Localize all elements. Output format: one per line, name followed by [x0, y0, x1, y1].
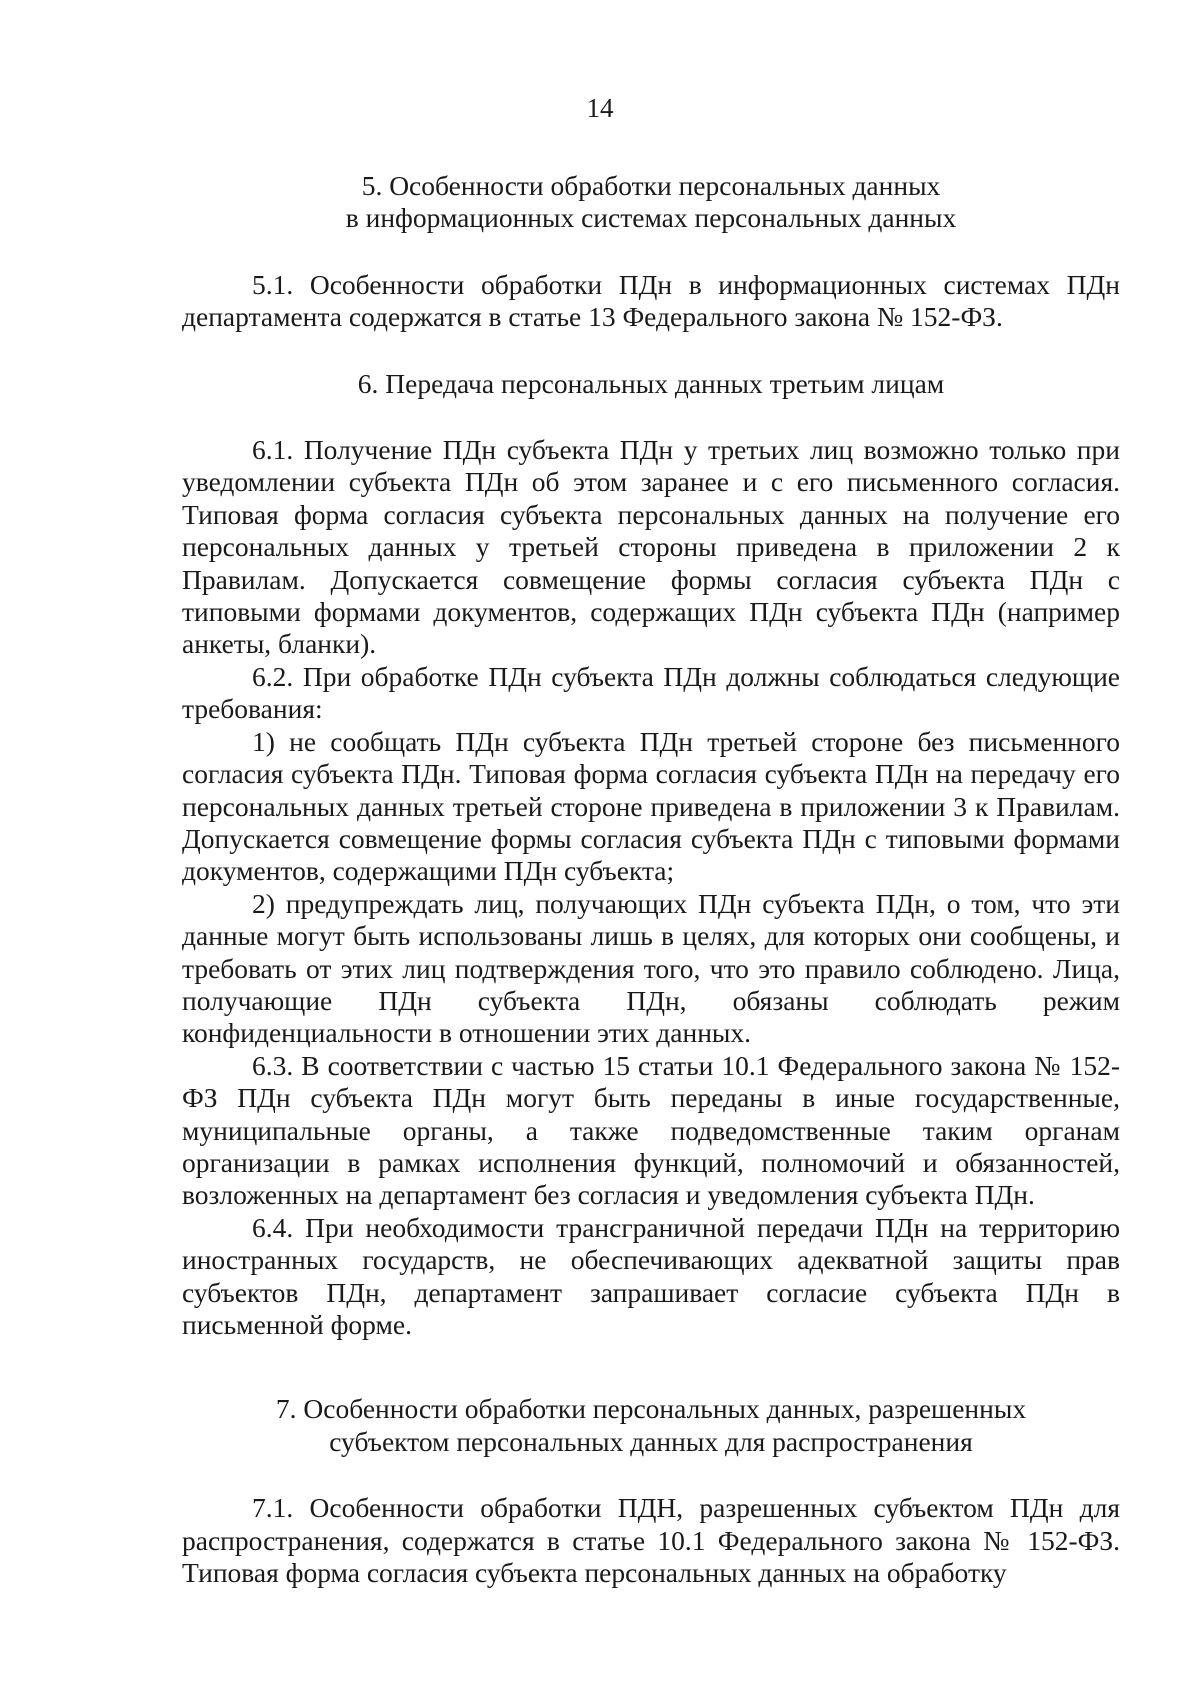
section-6-heading	[182, 368, 1120, 400]
section-6-heading-line: 6. Передача персональных данных третьим лицам	[357, 367, 945, 399]
section-5-heading	[182, 170, 1120, 235]
section-7-heading-line-2: субъектом персональных данных для распространения	[329, 1425, 973, 1457]
paragraph-6-3: 6.3. В соответствии с частью 15 статьи 10.1 Федерального закона № 152-ФЗ ПДн субъекта ПДн могут быть переданы в иные государственные, муниципальные органы, а также подведомственные таким органам организации в рамках исполнения функций, полномочий и обязанностей, возложенных на департамент без согласия и уведомления субъекта ПДн.	[182, 1049, 1120, 1211]
paragraph-6-2: 6.2. При обработке ПДн субъекта ПДн должны соблюдаться следующие требования:	[182, 660, 1120, 725]
section-5-heading-line-2: в информационных системах персональных данных	[345, 202, 957, 234]
paragraph-6-4: 6.4. При необходимости трансграничной передачи ПДн на территорию иностранных государств, не обеспечивающих адекватной защиты прав субъектов ПДн, департамент запрашивает согласие субъекта ПДн в письменной форме.	[182, 1211, 1120, 1340]
page-number: 14	[586, 93, 614, 123]
section-5-heading-line-1: 5. Особенности обработки персональных данных	[361, 170, 941, 201]
paragraph-7-1: 7.1. Особенности обработки ПДН, разрешенных субъектом ПДн для распространения, содержатся в статье 10.1 Федерального закона № 152-ФЗ. Типовая форма согласия субъекта персональных данных на обработку	[182, 1492, 1120, 1589]
paragraph-5-1: 5.1. Особенности обработки ПДн в информационных системах ПДн департамента содержатся в статье 13 Федерального закона № 152-ФЗ.	[182, 268, 1120, 333]
section-7-heading	[182, 1393, 1120, 1458]
list-item-1: 1) не сообщать ПДн субъекта ПДн третьей стороне без письменного согласия субъекта ПДн. Типовая форма согласия субъекта ПДн на передачу его персональных данных третьей стороне приведена в приложении 3 к Правилам. Допускается совмещение формы согласия субъекта ПДн с типовыми формами документов, содержащими ПДн субъекта;	[182, 725, 1120, 887]
document-body	[182, 170, 1120, 1589]
paragraph-6-1: 6.1. Получение ПДн субъекта ПДн у третьих лиц возможно только при уведомлении субъекта ПДн об этом заранее и с его письменного согласия. Типовая форма согласия субъекта персональных данных на получение его персональных данных у третьей стороны приведена в приложении 2 к Правилам. Допускается совмещение формы согласия субъекта ПДн с типовыми формами документов, содержащих ПДн субъекта ПДн (например анкеты, бланки).	[182, 434, 1120, 660]
section-7-heading-line-1: 7. Особенности обработки персональных данных, разрешенных	[275, 1393, 1027, 1425]
list-item-2: 2) предупреждать лиц, получающих ПДн субъекта ПДн, о том, что эти данные могут быть использованы лишь в целях, для которых они сообщены, и требовать от этих лиц подтверждения того, что это правило соблюдено. Лица, получающие ПДн субъекта ПДн, обязаны соблюдать режим конфиденциальности в отношении этих данных.	[182, 887, 1120, 1049]
